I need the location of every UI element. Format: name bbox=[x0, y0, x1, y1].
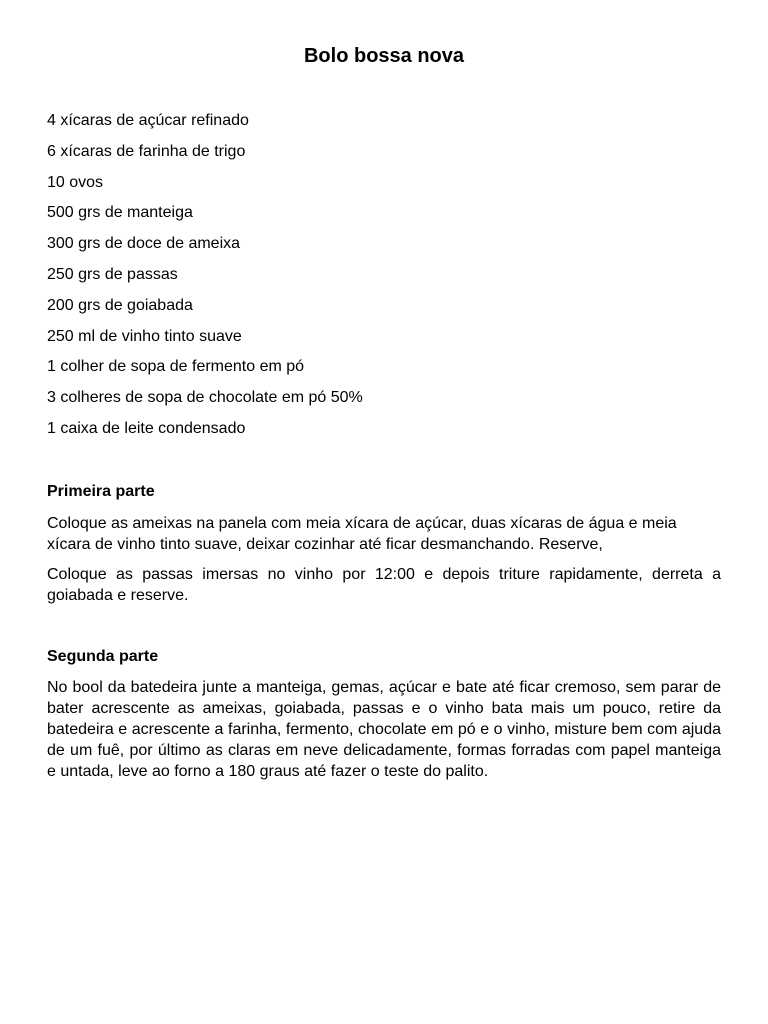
ingredient-item: 250 ml de vinho tinto suave bbox=[47, 327, 242, 345]
ingredient-item: 3 colheres de sopa de chocolate em pó 50% bbox=[47, 389, 363, 407]
segunda-parte-paragraph: No bool da batedeira junte a manteiga, gemas, açúcar e bate até ficar cremoso, sem parar de bater acrescente as ameixas, goiabada, passas e o vinho bata mais um pouco, retire da batedeira e acrescente a farinha, fermento, chocolate em pó e o vinho, misture bem com ajuda de um fuê, por último as claras em neve delicadamente, formas forradas com papel manteiga e untada, leve ao forno a 180 graus até fazer o teste do palito. bbox=[47, 679, 721, 780]
recipe-title: Bolo bossa nova bbox=[303, 45, 465, 67]
ingredient-item: 200 grs de goiabada bbox=[47, 296, 193, 314]
segunda-parte-heading: Segunda parte bbox=[47, 648, 159, 665]
primeira-parte-paragraph: Coloque as passas imersas no vinho por 12:00 e depois triture rapidamente, derreta a goiabada e reserve. bbox=[47, 566, 721, 604]
ingredient-item: 1 caixa de leite condensado bbox=[47, 419, 246, 437]
primeira-parte-paragraph: Coloque as ameixas na panela com meia xícara de açúcar, duas xícaras de água e meia xícara de vinho tinto suave, deixar cozinhar até ficar desmanchando. Reserve, bbox=[47, 515, 677, 553]
ingredient-item: 500 grs de manteiga bbox=[47, 204, 193, 222]
ingredient-item: 10 ovos bbox=[47, 173, 104, 191]
ingredient-item: 6 xícaras de farinha de trigo bbox=[47, 142, 246, 160]
ingredient-item: 4 xícaras de açúcar refinado bbox=[47, 112, 249, 129]
primeira-parte-heading: Primeira parte bbox=[47, 483, 155, 500]
ingredient-list bbox=[47, 111, 363, 450]
ingredient-item: 300 grs de doce de ameixa bbox=[47, 235, 241, 253]
ingredient-item: 250 grs de passas bbox=[47, 265, 178, 283]
ingredient-item: 1 colher de sopa de fermento em pó bbox=[47, 358, 305, 376]
